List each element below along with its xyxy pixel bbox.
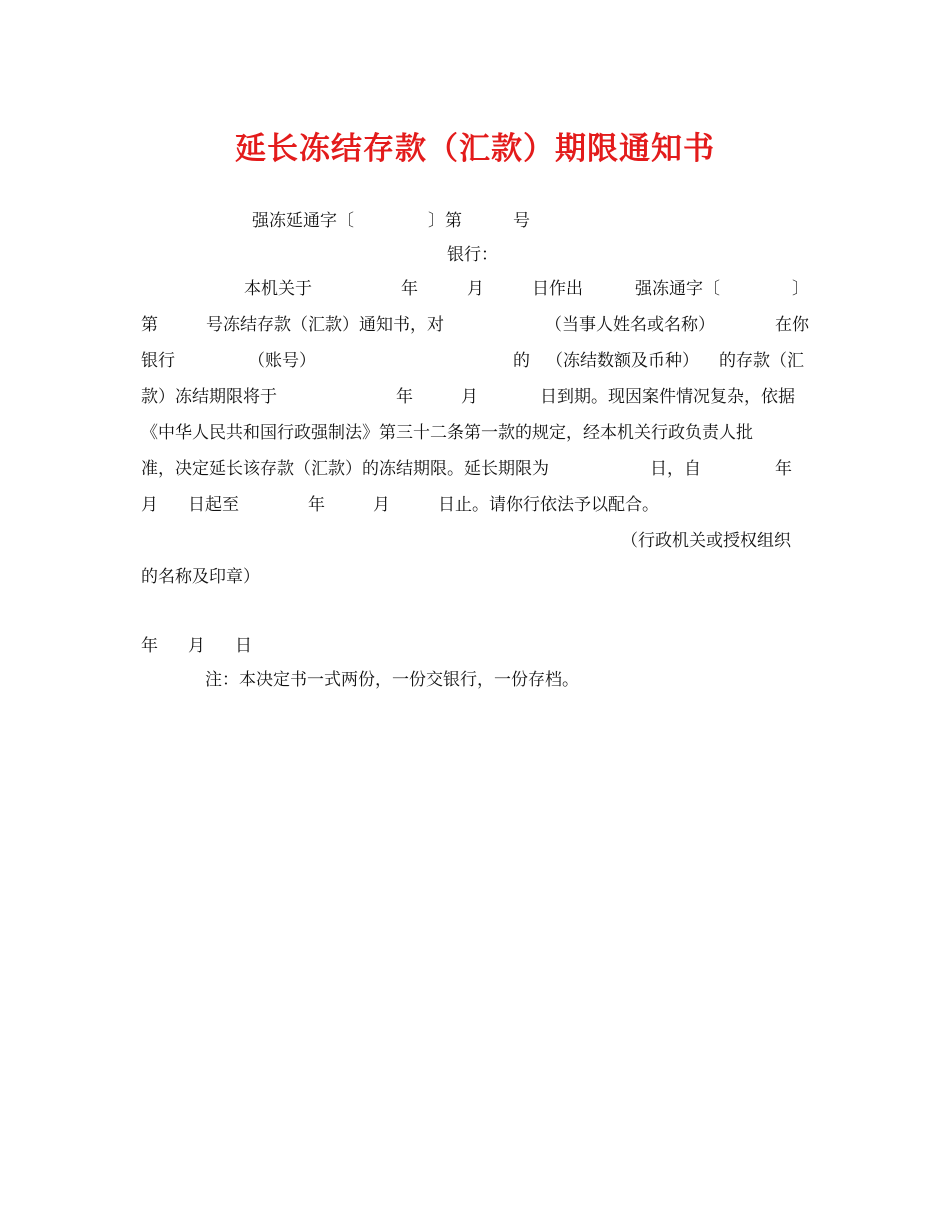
ref-prefix: 强冻延通字〔 bbox=[252, 211, 354, 231]
body-l7-end: 日止。请你行依法予以配合。 bbox=[438, 495, 659, 515]
body-l4-rest: 日到期。现因案件情况复杂，依据 bbox=[540, 387, 795, 407]
body-l3-amount: （冻结数额及币种） bbox=[546, 351, 699, 371]
body-l3-deposit: 的存款（汇 bbox=[719, 351, 804, 371]
body-l3-de: 的 bbox=[513, 351, 530, 371]
date-nian: 年 bbox=[141, 636, 158, 656]
body-l2-text: 号冻结存款（汇款）通知书，对 bbox=[206, 315, 444, 335]
date-ri: 日 bbox=[235, 636, 252, 656]
body-l1-intro: 本机关于 bbox=[244, 279, 312, 299]
body-l3-account: （账号） bbox=[248, 351, 316, 371]
body-l7-yue: 月 bbox=[141, 495, 158, 515]
body-l1-nian: 年 bbox=[401, 279, 418, 299]
body-l5: 《中华人民共和国行政强制法》第三十二条第一款的规定，经本机关行政负责人批 bbox=[141, 423, 753, 443]
body-l2-party: （当事人姓名或名称） bbox=[545, 315, 715, 335]
body-l4-kuan: 款）冻结期限将于 bbox=[141, 387, 277, 407]
body-l6-nian: 年 bbox=[775, 459, 792, 479]
body-l1-yue: 月 bbox=[467, 279, 484, 299]
body-l2-zaini: 在你 bbox=[775, 315, 809, 335]
body-l3-yinhang: 银行 bbox=[141, 351, 175, 371]
body-l4-yue: 月 bbox=[461, 387, 478, 407]
body-l7-nian: 年 bbox=[308, 495, 325, 515]
signature-line-2: 的名称及印章） bbox=[141, 567, 260, 587]
date-yue: 月 bbox=[188, 636, 205, 656]
body-l2-di: 第 bbox=[141, 315, 158, 335]
body-l7-yue2: 月 bbox=[373, 495, 390, 515]
footnote: 注：本决定书一式两份，一份交银行，一份存档。 bbox=[205, 670, 579, 690]
body-l7-rqz: 日起至 bbox=[188, 495, 239, 515]
bank-label: 银行： bbox=[447, 245, 498, 265]
body-l4-nian: 年 bbox=[396, 387, 413, 407]
body-l1-qdtz: 强冻通字〔 bbox=[635, 279, 720, 299]
body-l6-text: 准，决定延长该存款（汇款）的冻结期限。延长期限为 bbox=[141, 459, 549, 479]
document-title: 延长冻结存款（汇款）期限通知书 bbox=[235, 131, 715, 167]
signature-line-1: （行政机关或授权组织 bbox=[621, 531, 791, 551]
ref-hao: 号 bbox=[513, 211, 530, 231]
body-l1-close: 〕 bbox=[792, 279, 809, 299]
body-l1-ri: 日作出 bbox=[532, 279, 583, 299]
body-l6-ri: 日，自 bbox=[650, 459, 701, 479]
ref-bracket-close: 〕第 bbox=[428, 211, 462, 231]
